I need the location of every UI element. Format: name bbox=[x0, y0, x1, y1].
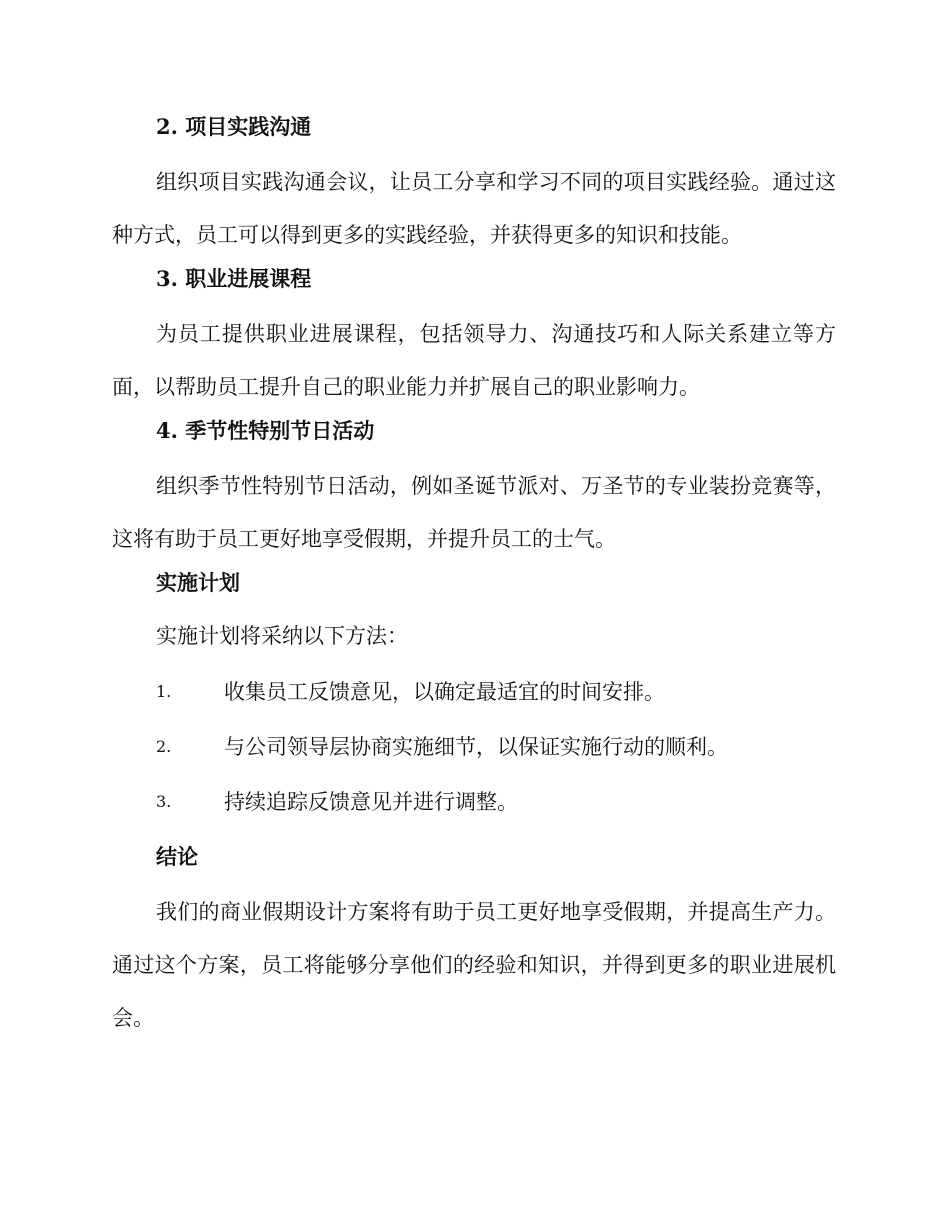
list-text: 持续追踪反馈意见并进行调整。 bbox=[224, 790, 518, 814]
list-text: 收集员工反馈意见，以确定最适宜的时间安排。 bbox=[224, 680, 665, 704]
section-body-seasonal-events: 组织季节性特别节日活动，例如圣诞节派对、万圣节的专业装扮竞赛等，这将有助于员工更好地享受假期，并提升员工的士气。 bbox=[112, 474, 836, 551]
section-body-project-practice: 组织项目实践沟通会议，让员工分享和学习不同的项目实践经验。通过这种方式，员工可以得到更多的实践经验，并获得更多的知识和技能。 bbox=[112, 170, 836, 247]
list-number: 1. bbox=[156, 682, 172, 701]
plan-heading: 实施计划 bbox=[156, 570, 240, 595]
plan-list-item bbox=[0, 732, 950, 762]
conclusion-heading: 结论 bbox=[156, 844, 198, 869]
plan-list-item bbox=[0, 677, 950, 707]
section-heading-seasonal-events: 4. 季节性特别节日活动 bbox=[156, 418, 375, 443]
plan-intro: 实施计划将采纳以下方法： bbox=[156, 624, 408, 648]
section-heading-career-courses: 3. 职业进展课程 bbox=[156, 266, 312, 291]
plan-list-item bbox=[0, 787, 950, 817]
section-body-career-courses: 为员工提供职业进展课程，包括领导力、沟通技巧和人际关系建立等方面，以帮助员工提升自己的职业能力并扩展自己的职业影响力。 bbox=[112, 322, 836, 399]
list-text: 与公司领导层协商实施细节，以保证实施行动的顺利。 bbox=[224, 735, 728, 759]
list-number: 2. bbox=[156, 737, 172, 756]
section-heading-project-practice: 2. 项目实践沟通 bbox=[156, 114, 312, 139]
list-number: 3. bbox=[156, 792, 172, 811]
conclusion-body: 我们的商业假期设计方案将有助于员工更好地享受假期，并提高生产力。通过这个方案，员工将能够分享他们的经验和知识，并得到更多的职业进展机会。 bbox=[112, 900, 836, 1030]
